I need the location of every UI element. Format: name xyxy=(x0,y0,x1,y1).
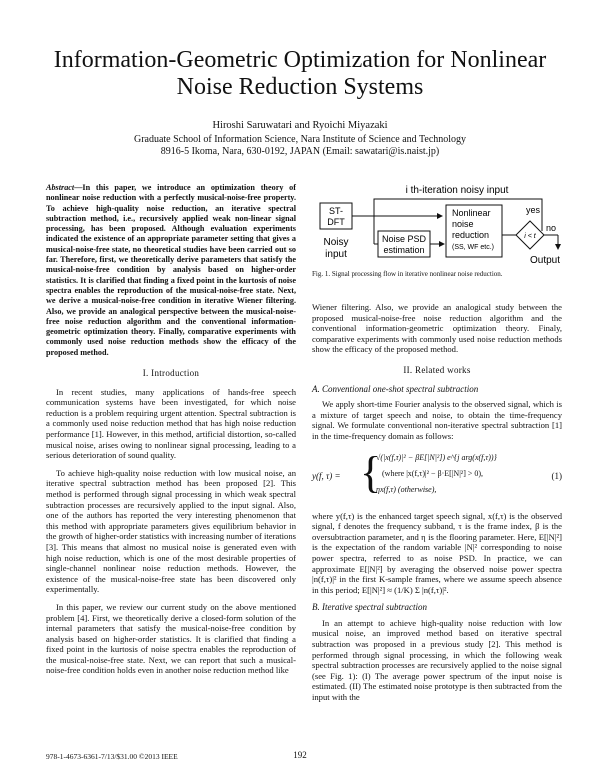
address: 8916-5 Ikoma, Nara, 630-0192, JAPAN (Email: sawatari@is.naist.jp) xyxy=(160,146,440,157)
authors: Hiroshi Saruwatari and Ryoichi Miyazaki xyxy=(212,120,388,131)
no-label: no xyxy=(546,223,557,233)
psd-label-1: Noise PSD xyxy=(381,234,427,244)
eq-lhs: y(f, τ) = xyxy=(312,470,341,481)
eq-number: (1) xyxy=(551,470,562,481)
affiliation: Graduate School of Information Science, Nara Institute of Science and Technology xyxy=(133,134,467,145)
section-heading-introduction: I. Introduction xyxy=(142,368,200,379)
subsection-a-heading: A. Conventional one-shot spectral subtraction xyxy=(312,383,479,394)
left-column xyxy=(46,183,296,683)
page-number: 192 xyxy=(293,750,307,760)
stdft-label-2: DFT xyxy=(327,217,345,227)
title-line-2: Noise Reduction Systems xyxy=(176,74,424,100)
right-paragraph-0: Wiener filtering. Also, we provide an analogical study between the proposed musical-noise-free noise reduction algorithm and the conventional information-geometric optimization theory. Finaly, comparative experiments with commonly used noise reduction methods show the efficacy of the proposed method. xyxy=(312,302,562,355)
footer-isbn: 978-1-4673-6361-7/13/$31.00 ©2013 IEEE xyxy=(46,752,178,761)
eq-case-1b: (where |x(f,τ)|² − β·E[|N|²] > 0), xyxy=(382,468,484,478)
intro-paragraph-1: In recent studies, many applications of hands-free speech communication systems have been investigated, for which noise reduction is a problem requiring urgent attention. Spectral subtraction is a commonly used noise reduction method that has high noise reduction performance [1]. However, in this method, artificial distortion, so-called musical noise, arises owing to nonlinear signal processing, leading to a serious deterioration of sound quality. xyxy=(46,386,296,461)
title-line-1: Information-Geometric Optimization for Nonlinear xyxy=(53,47,547,73)
subsection-b-heading: B. Iterative spectral subtraction xyxy=(312,602,427,613)
signal-flow-diagram xyxy=(312,183,562,268)
iteration-input-label: i th-iteration noisy input xyxy=(405,185,509,196)
equation-1 xyxy=(312,449,562,505)
eq-case-2: ηx(f,τ) (otherwise), xyxy=(376,484,437,494)
output-label: Output xyxy=(530,255,561,266)
section-a-paragraph-1: We apply short-time Fourier analysis to the observed signal, which is a mixture of target speech and noise, to obtain the time-frequency signal. We formulate conventional non-iterative spectral subtraction [1] in the time-frequency domain as follows: xyxy=(312,399,562,441)
section-b-paragraph-1: In an attempt to achieve high-quality noise reduction with low musical noise, an improved method based on iterative spectral subtraction was proposed in a previous study [2]. This method is performed through signal processing, in which the following weak spectral subtraction processes are recursively applied to the noise signal (see Fig. 1): (I) The average power spectrum of the input noise is estimated. (II) The estimated noise prototype is then subtracted from the input with the xyxy=(312,617,562,703)
intro-paragraph-2: To achieve high-quality noise reduction with low musical noise, an iterative spectral subtraction method has been proposed [2]. This method is performed through signal processing in which weak spectral subtraction processes are recursively applied to the input signal. Also, one of the authors has reported the very interesting phenomenon that this method with appropriate parameters gives equilibrium behavior in the growth of higher-order statistics with increasing number of iterations [3]. This means that almost no musical noise is generated even with high noise reduction, which is one of the most desirable properties of single-channel nonlinear noise reduction methods. However, the existence of the musical-noise-free state has been discovered only experimentally. xyxy=(46,467,296,595)
author-block xyxy=(0,120,600,158)
yes-label: yes xyxy=(526,205,541,215)
eq-brace: { xyxy=(360,447,382,497)
abstract-text: —In this paper, we introduce an optimization theory of nonlinear noise reduction with a perfectly musical-noise-free property. To achieve high-quality noise reduction, an iterative spectral subtraction method, i.e., recursively applied weak non-linear signal processing, has been proposed. Although evaluation experiments indicated the existence of an appropriate parameter setting that gives a musical-noise-free state, no theoretical studies have been carried out so far. Therefore, first, we theoretically derive parameters that satisfy the musical-noise-free condition by analysis based on higher-order statistics. It is clarified that finding a fixed point in the kurtosis of noise spectra enables the reproduction of the musical-noise-free state. Next, we derive a musical-noise-free condition in iterative Wiener filtering. Also, we provide an analogical perspective between the musical-noise-free noise reduction algorithm and the conventional information-geometric optimization theory. Finally, comparative experiments with commonly used noise reduction methods show the efficacy of the proposed method. xyxy=(46,183,296,357)
intro-paragraph-3: In this paper, we review our current study on the above mentioned problem [4]. First, we theoretically derive a closed-form solution of the internal parameters that satisfy the musical-noise-free condition by analysis based on higher-order statistics. It is clarified that finding a fixed point in the kurtosis of noise spectra enables the reproduction of the musical-noise-free state. Next, we can report that such a musical-noise-free condition holds even in another noise reduction method like xyxy=(46,601,296,676)
figure-caption: Fig. 1. Signal processing flow in iterative nonlinear noise reduction. xyxy=(312,270,503,278)
psd-label-2: estimation xyxy=(383,245,425,255)
section-heading-related-works: II. Related works xyxy=(403,364,471,375)
abstract xyxy=(46,183,296,358)
stdft-label-1: ST- xyxy=(328,206,344,216)
right-column xyxy=(312,302,562,710)
noisy-input-label-1: Noisy xyxy=(323,237,349,248)
eq-case-1: √(|x(f,τ)|² − βE[|N|²]) e^{j arg(x(f,τ))} xyxy=(376,452,497,462)
condition-label: i < t xyxy=(524,233,536,240)
nl-label-4: (SS, WF etc.) xyxy=(452,244,494,251)
nl-label-2: noise xyxy=(452,219,474,229)
nl-label-1: Nonlinear xyxy=(452,208,491,218)
abstract-label: Abstract xyxy=(46,183,75,192)
paper-title xyxy=(0,47,600,101)
noisy-input-label-2: input xyxy=(325,249,347,260)
section-a-paragraph-2: where y(f,τ) is the enhanced target speech signal, x(f,τ) is the observed signal, f denotes the frequency subband, τ is the frame index, β is the oversubtraction parameter, and η is the flooring parameter. Here, E[|N|²] is the expectation of the random variable |N|² corresponding to noise power spectra, referred to as noise PSD. In practice, we can approximate E[|N|²] by averaging the observed noise power spectra |n(f,τ)|² in the first K-sample frames, where we assume speech absence in this period; E[|N|²] ≈ (1/K) Σ |n(f,τ)|². xyxy=(312,510,562,595)
nl-label-3: reduction xyxy=(452,230,490,240)
